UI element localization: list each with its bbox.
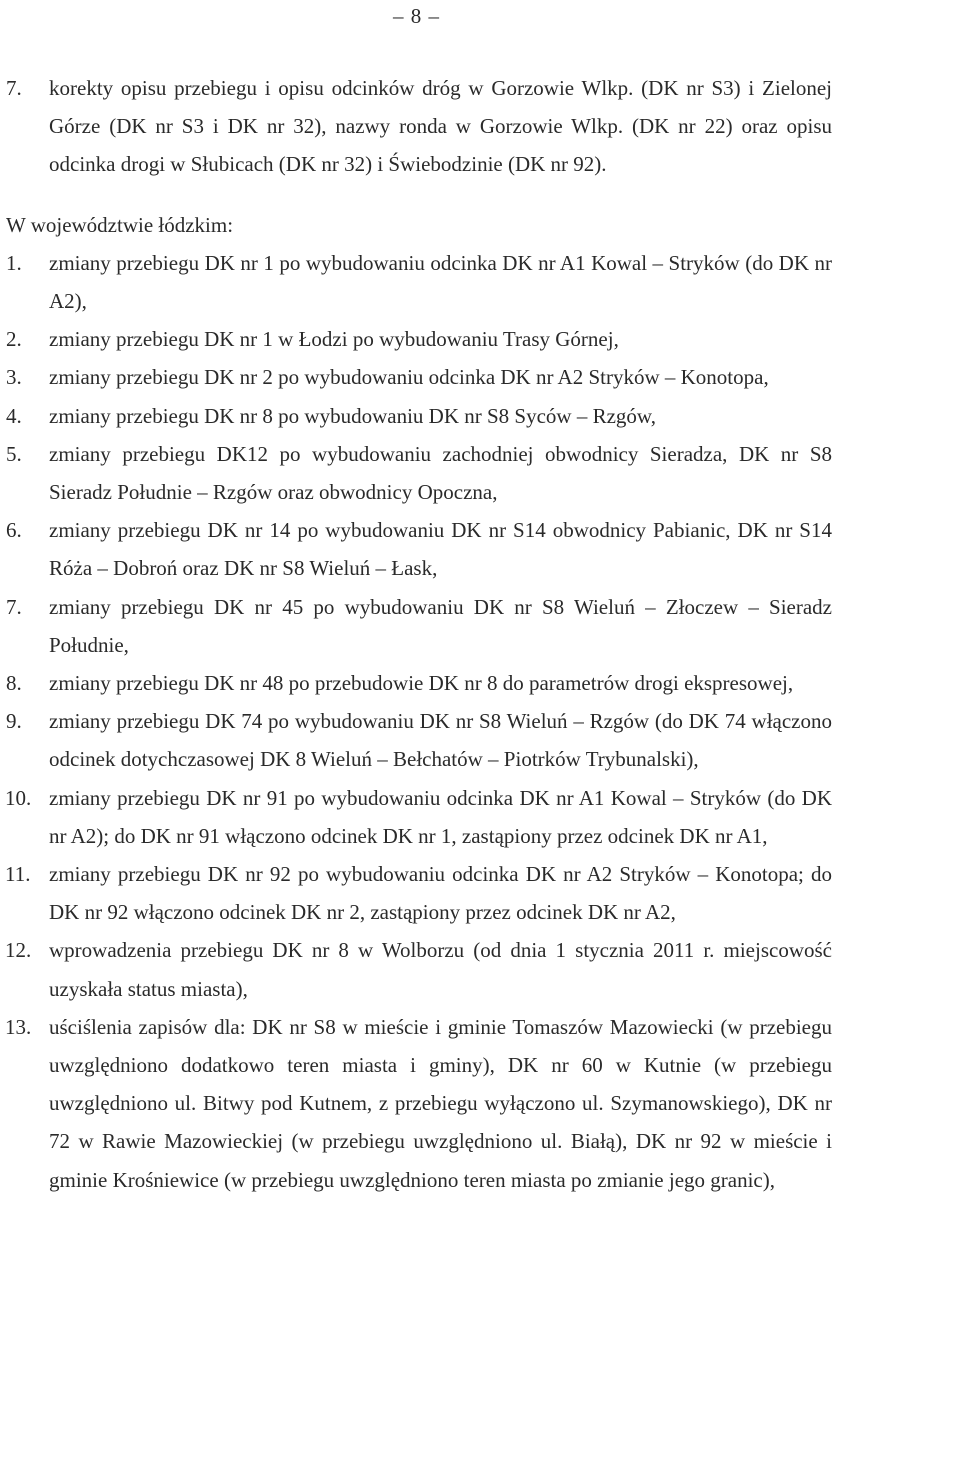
list-item-number: 4. [6,403,22,428]
list-item-text: zmiany przebiegu DK nr 91 po wybudowaniu odcinka DK nr A1 Kowal – Stryków (do DK nr A2); do DK nr 91 włączono odcinek DK nr 1, zastąpiony przez odcinek DK nr A1, [49,785,832,848]
list-item [0,664,960,702]
list-item-text: zmiany przebiegu DK nr 8 po wybudowaniu DK nr S8 Syców – Rzgów, [49,403,656,428]
list-item-number: 11. [5,862,31,887]
list-item [0,779,960,855]
list-item-text: zmiany przebiegu DK 74 po wybudowaniu DK nr S8 Wieluń – Rzgów (do DK 74 włączono odcinek dotychczasowej DK 8 Wieluń – Bełchatów – Piotrków Trybunalski), [49,709,832,772]
list-item [0,511,960,587]
list-item-text: korekty opisu przebiegu i opisu odcinków dróg w Gorzowie Wlkp. (DK nr S3) i Zielonej Górze (DK nr S3 i DK nr 32), nazwy ronda w Gorzowie Wlkp. (DK nr 22) oraz opisu odcinka drogi w Słubicach (DK nr 32) i Świebodzinie (DK nr 92). [49,76,832,177]
page-number: – 8 – [393,4,440,28]
list-item-text: zmiany przebiegu DK nr 92 po wybudowaniu odcinka DK nr A2 Stryków – Konotopa; do DK nr 92 włączono odcinek DK nr 2, zastąpiony przez odcinek DK nr A2, [49,862,832,925]
list-item-text: zmiany przebiegu DK12 po wybudowaniu zachodniej obwodnicy Sieradza, DK nr S8 Sieradz Południe – Rzgów oraz obwodnicy Opoczna, [49,441,832,505]
list-item-number: 6. [6,518,22,543]
document-body [0,69,960,1199]
list-item-text: zmiany przebiegu DK nr 1 w Łodzi po wybudowaniu Trasy Górnej, [49,327,619,352]
list-item [0,702,960,778]
list-item-number: 3. [6,365,22,390]
list-item-text: zmiany przebiegu DK nr 45 po wybudowaniu DK nr S8 Wieluń – Złoczew – Sieradz Południe, [49,594,832,657]
list-item [0,435,960,511]
list-item [0,69,960,184]
numbered-list [0,244,960,1199]
list-item-text: wprowadzenia przebiegu DK nr 8 w Wolborzu (od dnia 1 stycznia 2011 r. miejscowość uzyskała status miasta), [49,938,832,1001]
list-item [0,244,960,320]
list-item [0,588,960,664]
list-item [0,1008,960,1199]
section-heading: W województwie łódzkim: [6,212,234,237]
list-item-number: 2. [6,327,22,352]
list-item [0,358,960,396]
list-item-number: 9. [6,709,22,734]
list-item-number: 7. [6,594,22,619]
list-item [0,397,960,435]
list-item-text: zmiany przebiegu DK nr 14 po wybudowaniu DK nr S14 obwodnicy Pabianic, DK nr S14 Róża – Dobroń oraz DK nr S8 Wieluń – Łask, [49,518,832,581]
list-item-number: 12. [5,938,32,963]
list-item-number: 8. [6,671,22,696]
list-item [0,855,960,931]
list-item-text: uściślenia zapisów dla: DK nr S8 w mieście i gminie Tomaszów Mazowiecki (w przebiegu uwzględniono dodatkowo teren miasta i gminy), DK nr 60 w Kutnie (w przebiegu uwzględniono ul. Bitwy pod Kutnem, z przebiegu wyłączono ul. Szymanowskiego), DK nr 72 w Rawie Mazowieckiej (w przebiegu uwzględniono ul. Białą), DK nr 92 w mieście i gminie Krośniewice (w przebiegu uwzględniono teren miasta po zmianie jego granic), [49,1014,832,1192]
list-item-text: zmiany przebiegu DK nr 1 po wybudowaniu odcinka DK nr A1 Kowal – Stryków (do DK nr A2), [49,250,832,314]
list-item-number: 13. [5,1014,32,1039]
list-item-text: zmiany przebiegu DK nr 48 po przebudowie DK nr 8 do parametrów drogi ekspresowej, [49,671,794,696]
list-item-number: 10. [5,785,32,810]
list-item [0,931,960,1007]
list-item-text: zmiany przebiegu DK nr 2 po wybudowaniu odcinka DK nr A2 Stryków – Konotopa, [49,365,769,390]
list-item-number: 5. [6,441,22,466]
list-item-number: 1. [6,250,22,275]
list-item [0,320,960,358]
list-item-number: 7. [6,76,22,100]
